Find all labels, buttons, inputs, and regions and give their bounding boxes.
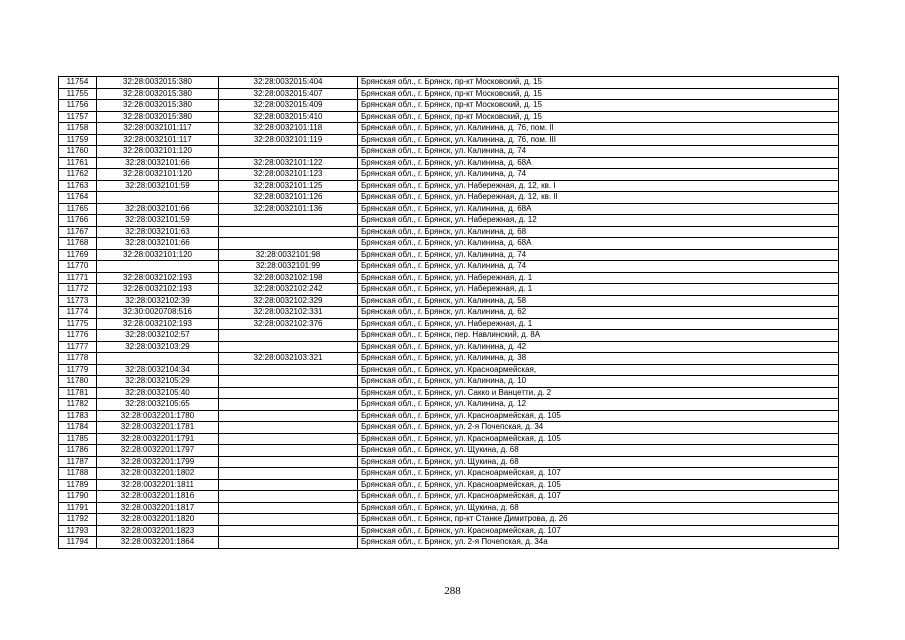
cadastral-number-cell: 32:28:0032102:193 — [97, 272, 219, 284]
cadastral-number-cell: 32:28:0032201:1802 — [97, 468, 219, 480]
registry-table — [58, 76, 839, 549]
cadastral-number-cell: 32:28:0032101:120 — [97, 169, 219, 181]
address-cell: Брянская обл., г. Брянск, ул. Красноармейская, д. 107 — [358, 525, 839, 537]
related-cadastral-number-cell: 32:28:0032102:198 — [219, 272, 358, 284]
address-cell: Брянская обл., г. Брянск, ул. Красноармейская, д. 105 — [358, 433, 839, 445]
address-cell: Брянская обл., г. Брянск, ул. Щукина, д. 68 — [358, 502, 839, 514]
row-number-cell: 11756 — [59, 100, 97, 112]
address-cell: Брянская обл., г. Брянск, пер. Навлинский, д. 8А — [358, 330, 839, 342]
cadastral-number-cell: 32:28:0032101:66 — [97, 203, 219, 215]
address-cell: Брянская обл., г. Брянск, ул. Красноармейская, — [358, 364, 839, 376]
related-cadastral-number-cell — [219, 502, 358, 514]
cadastral-number-cell — [97, 353, 219, 365]
related-cadastral-number-cell — [219, 364, 358, 376]
row-number-cell: 11765 — [59, 203, 97, 215]
table-row — [59, 502, 839, 514]
cadastral-number-cell: 32:28:0032105:65 — [97, 399, 219, 411]
related-cadastral-number-cell: 32:28:0032102:242 — [219, 284, 358, 296]
related-cadastral-number-cell — [219, 525, 358, 537]
row-number-cell: 11777 — [59, 341, 97, 353]
cadastral-number-cell: 32:28:0032201:1820 — [97, 514, 219, 526]
cadastral-number-cell: 32:28:0032201:1811 — [97, 479, 219, 491]
table-row — [59, 525, 839, 537]
address-cell: Брянская обл., г. Брянск, пр-кт Московский, д. 15 — [358, 77, 839, 89]
address-cell: Брянская обл., г. Брянск, ул. Набережная, д. 1 — [358, 284, 839, 296]
row-number-cell: 11758 — [59, 123, 97, 135]
address-cell: Брянская обл., г. Брянск, ул. Красноармейская, д. 107 — [358, 491, 839, 503]
related-cadastral-number-cell — [219, 376, 358, 388]
address-cell: Брянская обл., г. Брянск, ул. Калинина, д. 68А — [358, 203, 839, 215]
table-row — [59, 169, 839, 181]
row-number-cell: 11791 — [59, 502, 97, 514]
row-number-cell: 11792 — [59, 514, 97, 526]
cadastral-number-cell: 32:28:0032201:1797 — [97, 445, 219, 457]
row-number-cell: 11780 — [59, 376, 97, 388]
row-number-cell: 11769 — [59, 249, 97, 261]
related-cadastral-number-cell: 32:28:0032101:118 — [219, 123, 358, 135]
related-cadastral-number-cell: 32:28:0032015:410 — [219, 111, 358, 123]
cadastral-number-cell: 32:28:0032102:193 — [97, 318, 219, 330]
table-row — [59, 364, 839, 376]
cadastral-number-cell: 32:28:0032101:120 — [97, 146, 219, 158]
cadastral-number-cell: 32:28:0032101:63 — [97, 226, 219, 238]
table-row — [59, 491, 839, 503]
address-cell: Брянская обл., г. Брянск, ул. Калинина, д. 38 — [358, 353, 839, 365]
row-number-cell: 11767 — [59, 226, 97, 238]
related-cadastral-number-cell — [219, 387, 358, 399]
cadastral-number-cell: 32:28:0032201:1816 — [97, 491, 219, 503]
table-row — [59, 514, 839, 526]
row-number-cell: 11794 — [59, 537, 97, 549]
cadastral-number-cell: 32:28:0032103:29 — [97, 341, 219, 353]
table-row — [59, 88, 839, 100]
cadastral-number-cell: 32:28:0032102:39 — [97, 295, 219, 307]
address-cell: Брянская обл., г. Брянск, пр-кт Московский, д. 15 — [358, 111, 839, 123]
row-number-cell: 11793 — [59, 525, 97, 537]
row-number-cell: 11788 — [59, 468, 97, 480]
related-cadastral-number-cell: 32:28:0032101:126 — [219, 192, 358, 204]
cadastral-number-cell: 32:28:0032101:59 — [97, 215, 219, 227]
row-number-cell: 11766 — [59, 215, 97, 227]
related-cadastral-number-cell: 32:28:0032101:123 — [219, 169, 358, 181]
related-cadastral-number-cell — [219, 341, 358, 353]
row-number-cell: 11787 — [59, 456, 97, 468]
related-cadastral-number-cell: 32:28:0032102:331 — [219, 307, 358, 319]
row-number-cell: 11783 — [59, 410, 97, 422]
table-row — [59, 445, 839, 457]
row-number-cell: 11763 — [59, 180, 97, 192]
address-cell: Брянская обл., г. Брянск, ул. Калинина, д. 12 — [358, 399, 839, 411]
row-number-cell: 11772 — [59, 284, 97, 296]
address-cell: Брянская обл., г. Брянск, ул. Калинина, д. 68А — [358, 238, 839, 250]
related-cadastral-number-cell: 32:28:0032101:136 — [219, 203, 358, 215]
address-cell: Брянская обл., г. Брянск, ул. Калинина, д. 74 — [358, 261, 839, 273]
table-row — [59, 456, 839, 468]
table-row — [59, 226, 839, 238]
table-row — [59, 468, 839, 480]
cadastral-number-cell: 32:28:0032105:29 — [97, 376, 219, 388]
table-row — [59, 330, 839, 342]
related-cadastral-number-cell — [219, 456, 358, 468]
address-cell: Брянская обл., г. Брянск, ул. Калинина, д. 42 — [358, 341, 839, 353]
row-number-cell: 11768 — [59, 238, 97, 250]
cadastral-number-cell: 32:28:0032104:34 — [97, 364, 219, 376]
table-row — [59, 537, 839, 549]
related-cadastral-number-cell — [219, 399, 358, 411]
address-cell: Брянская обл., г. Брянск, пр-кт Московский, д. 15 — [358, 88, 839, 100]
related-cadastral-number-cell — [219, 433, 358, 445]
address-cell: Брянская обл., г. Брянск, ул. Набережная, д. 1 — [358, 318, 839, 330]
table-row — [59, 180, 839, 192]
table-row — [59, 203, 839, 215]
row-number-cell: 11764 — [59, 192, 97, 204]
cadastral-number-cell: 32:28:0032015:380 — [97, 77, 219, 89]
table-row — [59, 272, 839, 284]
address-cell: Брянская обл., г. Брянск, ул. Щукина, д. 68 — [358, 456, 839, 468]
table-row — [59, 100, 839, 112]
row-number-cell: 11761 — [59, 157, 97, 169]
address-cell: Брянская обл., г. Брянск, ул. Набережная, д. 1 — [358, 272, 839, 284]
related-cadastral-number-cell — [219, 410, 358, 422]
cadastral-number-cell: 32:28:0032101:120 — [97, 249, 219, 261]
row-number-cell: 11755 — [59, 88, 97, 100]
cadastral-number-cell: 32:28:0032201:1780 — [97, 410, 219, 422]
table-row — [59, 353, 839, 365]
related-cadastral-number-cell: 32:28:0032015:407 — [219, 88, 358, 100]
address-cell: Брянская обл., г. Брянск, ул. Набережная, д. 12, кв. II — [358, 192, 839, 204]
row-number-cell: 11762 — [59, 169, 97, 181]
table-row — [59, 376, 839, 388]
table-row — [59, 318, 839, 330]
related-cadastral-number-cell: 32:28:0032101:125 — [219, 180, 358, 192]
cadastral-number-cell: 32:28:0032201:1817 — [97, 502, 219, 514]
row-number-cell: 11778 — [59, 353, 97, 365]
address-cell: Брянская обл., г. Брянск, пр-кт Московский, д. 15 — [358, 100, 839, 112]
row-number-cell: 11782 — [59, 399, 97, 411]
address-cell: Брянская обл., г. Брянск, ул. Красноармейская, д. 105 — [358, 410, 839, 422]
table-row — [59, 111, 839, 123]
address-cell: Брянская обл., г. Брянск, ул. Сакко и Ванцетти, д. 2 — [358, 387, 839, 399]
table-row — [59, 341, 839, 353]
related-cadastral-number-cell — [219, 445, 358, 457]
related-cadastral-number-cell — [219, 422, 358, 434]
address-cell: Брянская обл., г. Брянск, ул. Калинина, д. 58 — [358, 295, 839, 307]
related-cadastral-number-cell — [219, 479, 358, 491]
row-number-cell: 11770 — [59, 261, 97, 273]
address-cell: Брянская обл., г. Брянск, ул. Калинина, д. 68А — [358, 157, 839, 169]
related-cadastral-number-cell — [219, 215, 358, 227]
cadastral-number-cell: 32:28:0032101:59 — [97, 180, 219, 192]
related-cadastral-number-cell — [219, 468, 358, 480]
cadastral-number-cell: 32:28:0032201:1799 — [97, 456, 219, 468]
related-cadastral-number-cell: 32:28:0032101:119 — [219, 134, 358, 146]
table-row — [59, 77, 839, 89]
address-cell: Брянская обл., г. Брянск, ул. 2-я Почепская, д. 34 — [358, 422, 839, 434]
cadastral-number-cell: 32:28:0032105:40 — [97, 387, 219, 399]
related-cadastral-number-cell: 32:28:0032015:404 — [219, 77, 358, 89]
related-cadastral-number-cell: 32:28:0032103:321 — [219, 353, 358, 365]
table-row — [59, 249, 839, 261]
table-row — [59, 215, 839, 227]
table-row — [59, 422, 839, 434]
table-row — [59, 479, 839, 491]
cadastral-number-cell: 32:28:0032201:1823 — [97, 525, 219, 537]
registry-table-body — [59, 77, 839, 549]
table-row — [59, 295, 839, 307]
address-cell: Брянская обл., г. Брянск, ул. Калинина, д. 76, пом. III — [358, 134, 839, 146]
row-number-cell: 11779 — [59, 364, 97, 376]
cadastral-number-cell: 32:30:0020708:516 — [97, 307, 219, 319]
address-cell: Брянская обл., г. Брянск, ул. Красноармейская, д. 105 — [358, 479, 839, 491]
address-cell: Брянская обл., г. Брянск, ул. Калинина, д. 68 — [358, 226, 839, 238]
cadastral-number-cell: 32:28:0032201:1864 — [97, 537, 219, 549]
related-cadastral-number-cell: 32:28:0032101:98 — [219, 249, 358, 261]
row-number-cell: 11789 — [59, 479, 97, 491]
cadastral-number-cell: 32:28:0032201:1781 — [97, 422, 219, 434]
address-cell: Брянская обл., г. Брянск, ул. Калинина, д. 74 — [358, 169, 839, 181]
row-number-cell: 11760 — [59, 146, 97, 158]
cadastral-number-cell: 32:28:0032015:380 — [97, 100, 219, 112]
related-cadastral-number-cell: 32:28:0032015:409 — [219, 100, 358, 112]
cadastral-number-cell: 32:28:0032101:117 — [97, 123, 219, 135]
row-number-cell: 11757 — [59, 111, 97, 123]
address-cell: Брянская обл., г. Брянск, ул. Набережная, д. 12, кв. I — [358, 180, 839, 192]
cadastral-number-cell: 32:28:0032101:66 — [97, 238, 219, 250]
table-row — [59, 410, 839, 422]
address-cell: Брянская обл., г. Брянск, ул. Щукина, д. 68 — [358, 445, 839, 457]
row-number-cell: 11786 — [59, 445, 97, 457]
cadastral-number-cell — [97, 192, 219, 204]
related-cadastral-number-cell: 32:28:0032101:99 — [219, 261, 358, 273]
row-number-cell: 11754 — [59, 77, 97, 89]
related-cadastral-number-cell — [219, 330, 358, 342]
table-row — [59, 238, 839, 250]
cadastral-number-cell: 32:28:0032101:66 — [97, 157, 219, 169]
table-row — [59, 146, 839, 158]
table-row — [59, 387, 839, 399]
address-cell: Брянская обл., г. Брянск, ул. Калинина, д. 10 — [358, 376, 839, 388]
related-cadastral-number-cell: 32:28:0032102:376 — [219, 318, 358, 330]
row-number-cell: 11771 — [59, 272, 97, 284]
table-row — [59, 433, 839, 445]
address-cell: Брянская обл., г. Брянск, ул. Калинина, д. 62 — [358, 307, 839, 319]
related-cadastral-number-cell — [219, 146, 358, 158]
row-number-cell: 11775 — [59, 318, 97, 330]
cadastral-number-cell: 32:28:0032015:380 — [97, 111, 219, 123]
related-cadastral-number-cell — [219, 491, 358, 503]
table-row — [59, 192, 839, 204]
table-row — [59, 157, 839, 169]
cadastral-number-cell: 32:28:0032102:193 — [97, 284, 219, 296]
table-row — [59, 284, 839, 296]
row-number-cell: 11774 — [59, 307, 97, 319]
row-number-cell: 11781 — [59, 387, 97, 399]
row-number-cell: 11784 — [59, 422, 97, 434]
row-number-cell: 11785 — [59, 433, 97, 445]
related-cadastral-number-cell — [219, 537, 358, 549]
table-row — [59, 399, 839, 411]
row-number-cell: 11790 — [59, 491, 97, 503]
address-cell: Брянская обл., г. Брянск, ул. Калинина, д. 74 — [358, 146, 839, 158]
table-row — [59, 123, 839, 135]
related-cadastral-number-cell — [219, 238, 358, 250]
row-number-cell: 11773 — [59, 295, 97, 307]
related-cadastral-number-cell — [219, 226, 358, 238]
table-row — [59, 134, 839, 146]
address-cell: Брянская обл., г. Брянск, пр-кт Станке Димитрова, д. 26 — [358, 514, 839, 526]
address-cell: Брянская обл., г. Брянск, ул. Калинина, д. 76, пом. II — [358, 123, 839, 135]
related-cadastral-number-cell: 32:28:0032101:122 — [219, 157, 358, 169]
cadastral-number-cell: 32:28:0032101:117 — [97, 134, 219, 146]
address-cell: Брянская обл., г. Брянск, ул. Калинина, д. 74 — [358, 249, 839, 261]
cadastral-number-cell: 32:28:0032201:1791 — [97, 433, 219, 445]
row-number-cell: 11759 — [59, 134, 97, 146]
address-cell: Брянская обл., г. Брянск, ул. Красноармейская, д. 107 — [358, 468, 839, 480]
related-cadastral-number-cell: 32:28:0032102:329 — [219, 295, 358, 307]
table-row — [59, 307, 839, 319]
row-number-cell: 11776 — [59, 330, 97, 342]
cadastral-number-cell — [97, 261, 219, 273]
address-cell: Брянская обл., г. Брянск, ул. 2-я Почепская, д. 34а — [358, 537, 839, 549]
address-cell: Брянская обл., г. Брянск, ул. Набережная, д. 12 — [358, 215, 839, 227]
table-row — [59, 261, 839, 273]
related-cadastral-number-cell — [219, 514, 358, 526]
page-number: 288 — [444, 585, 461, 597]
cadastral-number-cell: 32:28:0032015:380 — [97, 88, 219, 100]
cadastral-number-cell: 32:28:0032102:57 — [97, 330, 219, 342]
